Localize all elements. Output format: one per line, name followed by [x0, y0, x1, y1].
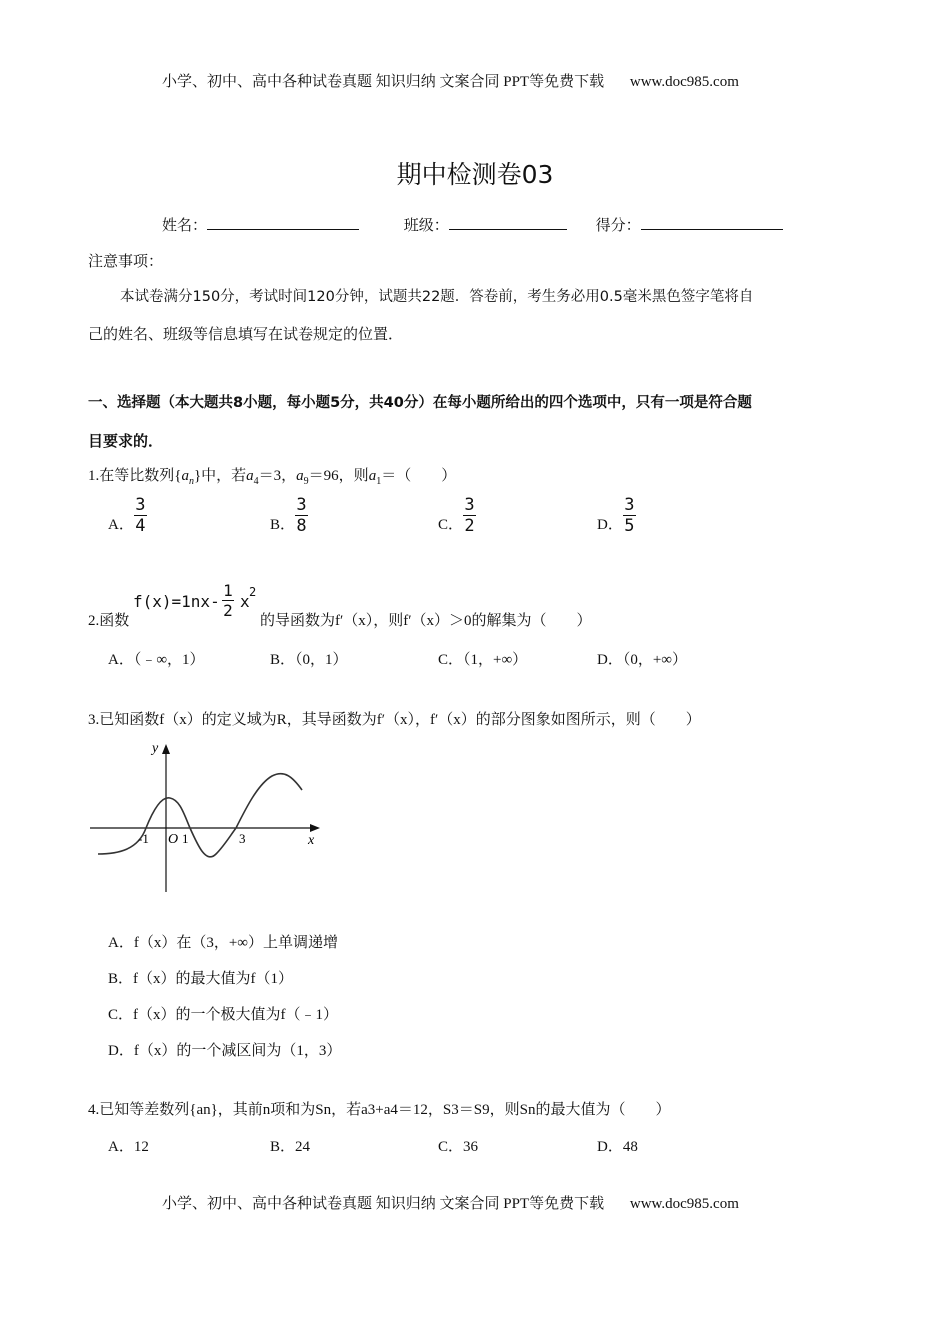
q4-option-d[interactable]: D．48	[597, 1139, 638, 1155]
footer-text: 小学、初中、高中各种试卷真题 知识归纳 文案合同 PPT等免费下载	[162, 1196, 605, 1212]
x-axis-arrow	[310, 824, 320, 832]
section1-line-1: 一、选择题（本大题共8小题，每小题5分，共40分）在每小题所给出的四个选项中，只有一项是符合题	[88, 395, 752, 411]
q2-prefix: 2.函数	[88, 613, 130, 629]
q2-option-d[interactable]: D．（0，+∞）	[597, 652, 687, 668]
page-title: 期中检测卷03	[396, 160, 554, 189]
origin-label: O	[168, 832, 179, 847]
tick-1: 1	[182, 831, 189, 846]
q2-stem-suffix: 的导函数为f′（x），则f′（x）＞0的解集为（ ）	[260, 613, 592, 629]
score-label: 得分：	[595, 216, 641, 234]
q2-formula: f(x)=1nx-	[133, 592, 220, 611]
q1-stem: 1.在等比数列$\{a_n\}$中，若$a_4=3$，$a_9=96$，则$a_1=$（ ）	[88, 468, 457, 487]
footer-site-link[interactable]: www.doc985.com	[629, 1196, 739, 1212]
notice-heading: 注意事项：	[88, 252, 164, 270]
q3-stem: 3.已知函数f（x）的定义域为R，其导函数为f′（x），f′（x）的部分图象如图所示，则（ ）	[88, 712, 701, 728]
q3-option-d[interactable]: D．f（x）的一个减区间为（1，3）	[108, 1043, 342, 1059]
tick-3: 3	[239, 831, 246, 846]
notice-line-1: 本试卷满分150分，考试时间120分钟，试题共22题．答卷前，考生务必用0.5毫米黑色签字笔将自	[120, 289, 754, 305]
q3-derivative-graph	[88, 736, 328, 896]
header-site-link[interactable]: www.doc985.com	[629, 74, 739, 90]
info-line	[162, 214, 783, 235]
q3-option-c[interactable]: C．f（x）的一个极大值为f（﹣1）	[108, 1007, 338, 1023]
q4-option-a[interactable]: A．12	[108, 1139, 149, 1155]
page-header	[162, 70, 739, 91]
q4-option-c[interactable]: C．36	[438, 1139, 479, 1155]
q1-option-d[interactable]: D． $\frac{3}{5}$	[597, 495, 635, 536]
score-field[interactable]	[641, 215, 783, 230]
x-label: x	[308, 833, 315, 848]
y-axis-arrow	[162, 744, 170, 754]
q1-option-c[interactable]: C． $\frac{3}{2}$	[438, 495, 475, 536]
q2-option-c[interactable]: C．（1，+∞）	[438, 652, 528, 668]
class-label: 班级：	[403, 216, 449, 234]
y-label: y	[152, 741, 159, 756]
q2-exponent: 2	[249, 585, 257, 599]
tick-minus-1: -1	[138, 831, 149, 846]
q2-option-a[interactable]: A．（﹣∞，1）	[108, 652, 205, 668]
name-field[interactable]	[207, 215, 359, 230]
class-field[interactable]	[449, 215, 567, 230]
q4-option-b[interactable]: B．24	[270, 1139, 311, 1155]
notice-line-2: 己的姓名、班级等信息填写在试卷规定的位置．	[88, 325, 404, 343]
q3-option-b[interactable]: B．f（x）的最大值为f（1）	[108, 971, 293, 987]
q2-option-b[interactable]: B．（0，1）	[270, 652, 348, 668]
q1-option-a[interactable]: A． $\frac{3}{4}$	[108, 495, 146, 536]
derivative-curve	[98, 774, 302, 857]
q4-stem: 4.已知等差数列{an}，其前n项和为Sn，若a3+a4＝12，S3＝S9，则Sn的最大值为（ ）	[88, 1102, 671, 1118]
header-text: 小学、初中、高中各种试卷真题 知识归纳 文案合同 PPT等免费下载	[162, 74, 605, 90]
q3-option-a[interactable]: A．f（x）在（3，+∞）上单调递增	[108, 935, 338, 951]
q1-option-b[interactable]: B． $\frac{3}{8}$	[270, 495, 307, 536]
section1-line-2: 目要求的．	[88, 432, 164, 450]
q2-x: x	[240, 592, 250, 611]
name-label: 姓名：	[162, 216, 208, 234]
q2-fraction: 1 2	[223, 581, 233, 620]
page-footer	[162, 1192, 739, 1213]
